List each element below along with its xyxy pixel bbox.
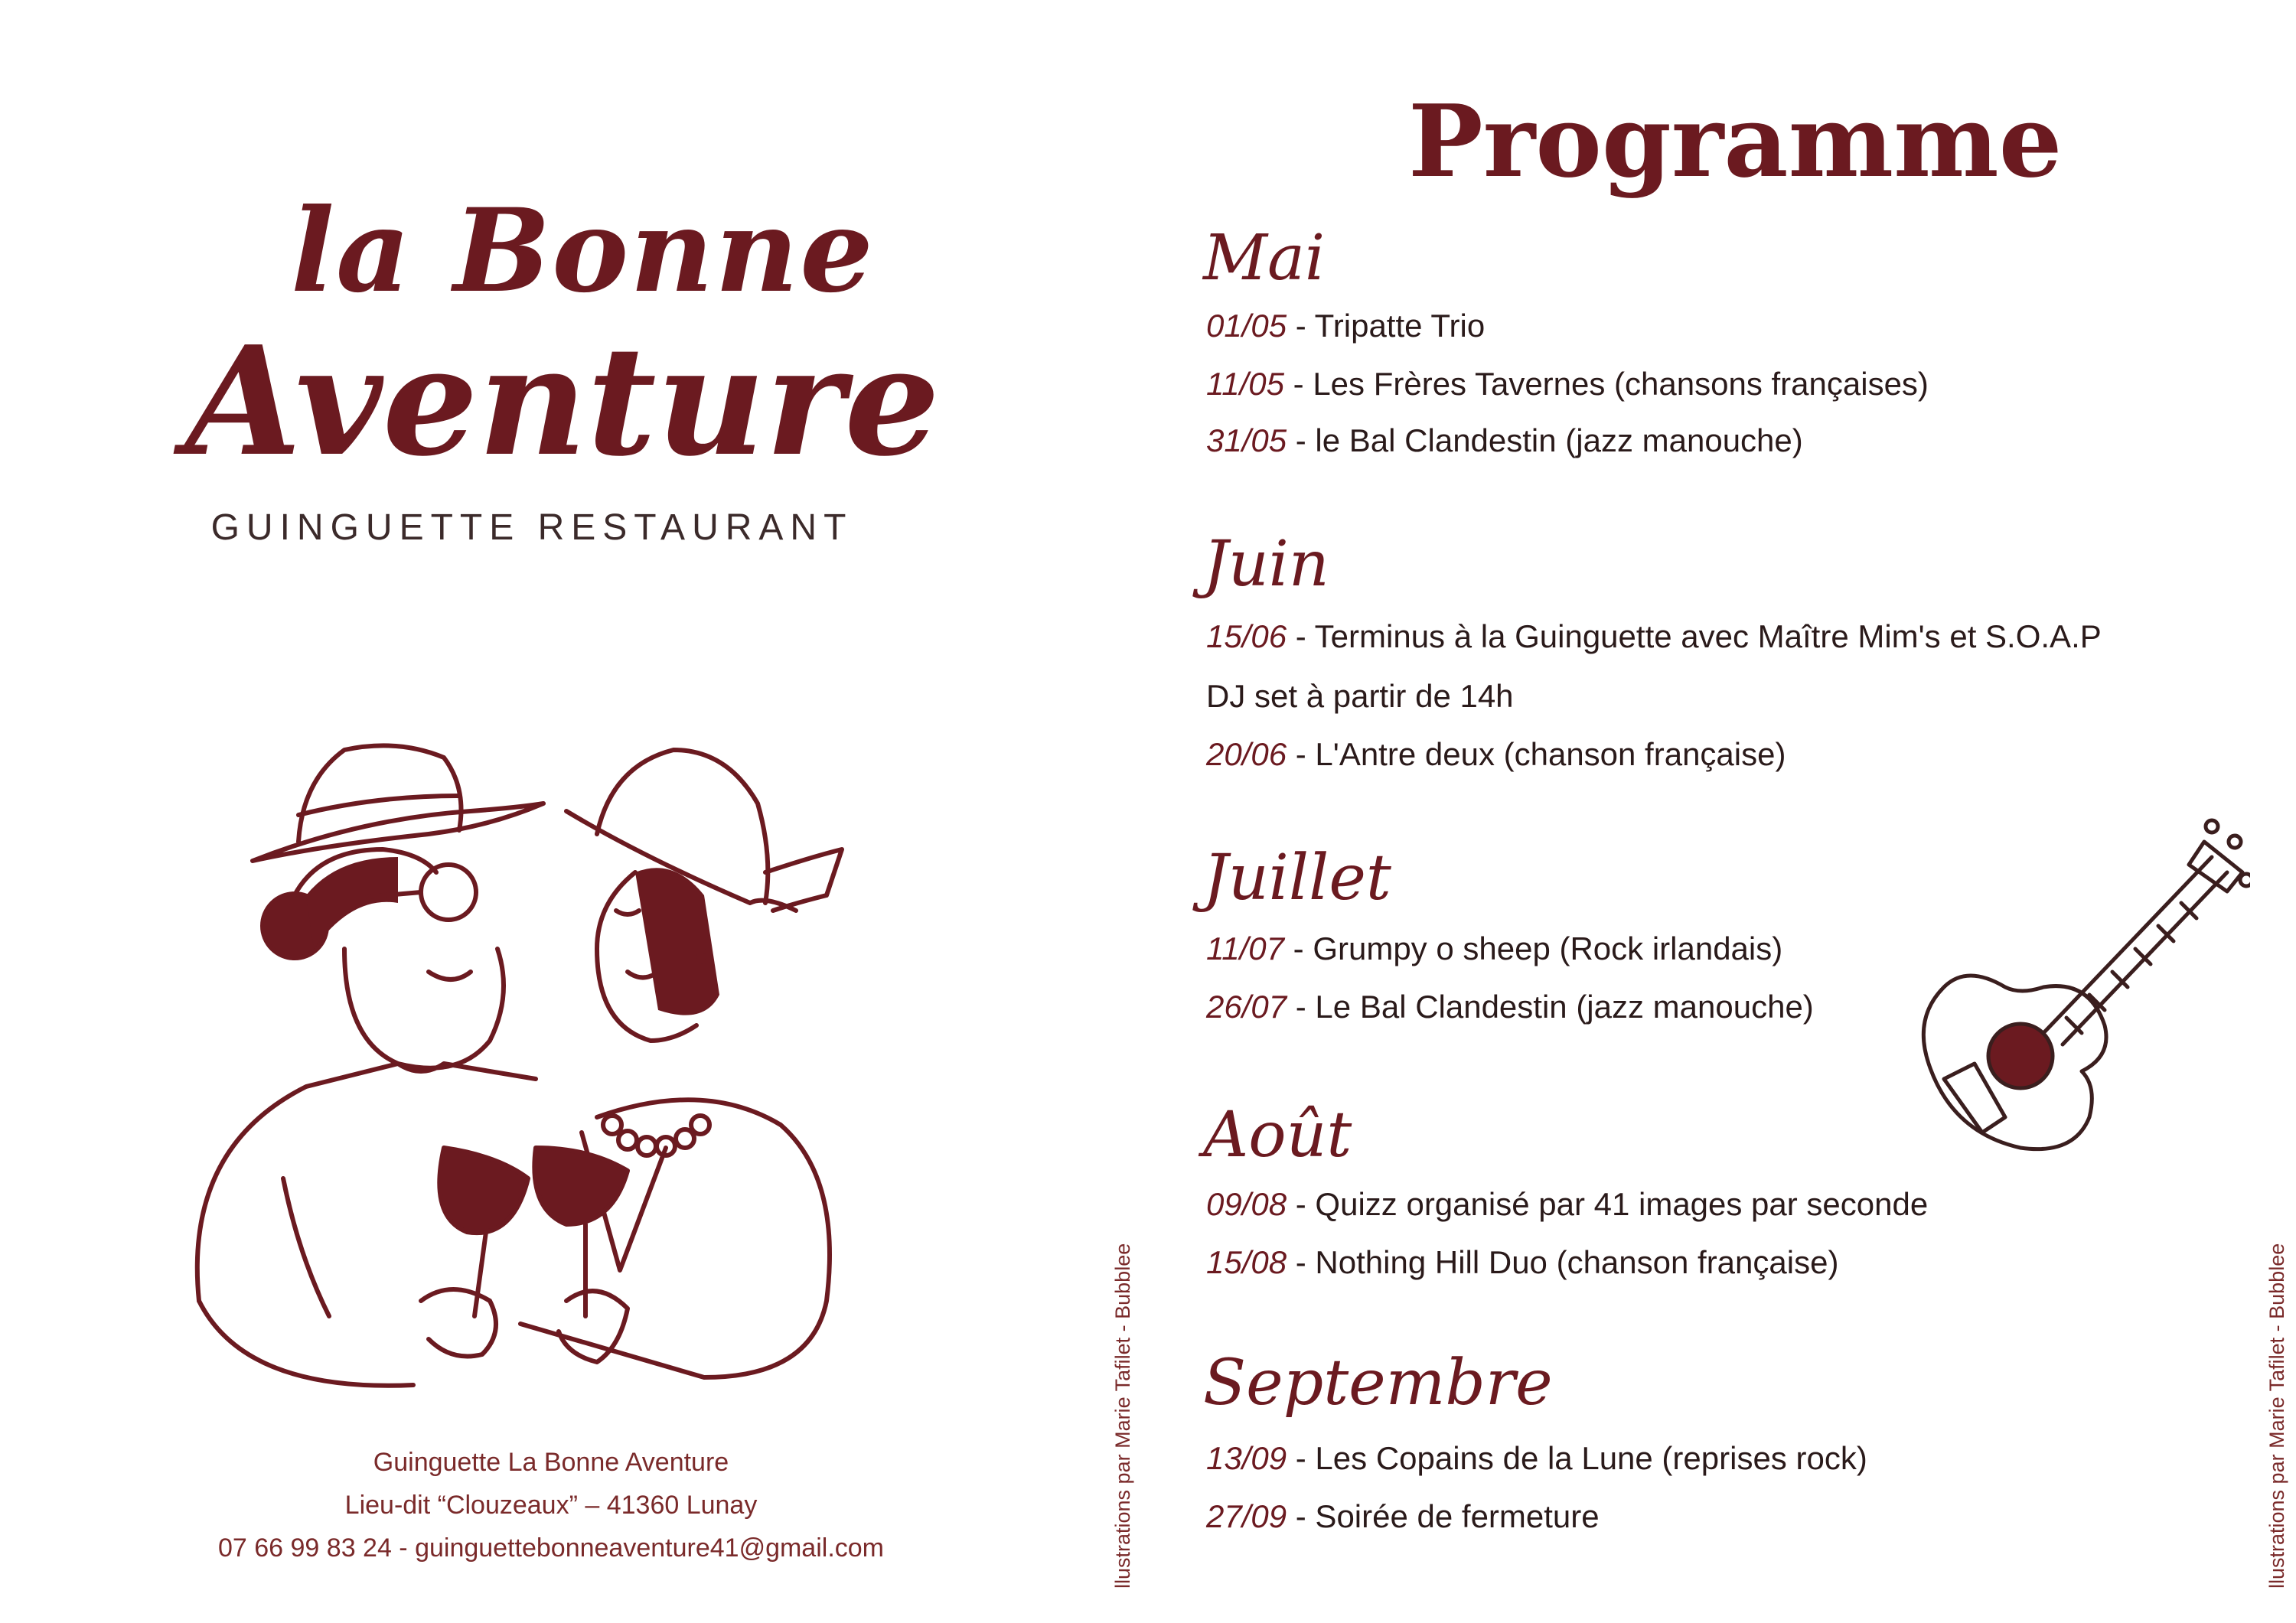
logo-title-line2: Aventure xyxy=(184,314,941,490)
event-item: 27/09 - Soirée de fermeture xyxy=(1206,1498,1600,1534)
month-heading-juillet: Juillet xyxy=(1203,842,1391,914)
event-item: 26/07 - Le Bal Clandestin (jazz manouche) xyxy=(1206,989,1814,1025)
month-heading-juin: Juin xyxy=(1203,528,1329,601)
month-heading-mai: Mai xyxy=(1203,222,1326,295)
event-item: 09/08 - Quizz organisé par 41 images par seconde xyxy=(1206,1186,1929,1222)
address-place: Lieu-dit “Clouzeaux” – 41360 Lunay xyxy=(344,1491,758,1520)
event-item: 01/05 - Tripatte Trio xyxy=(1206,308,1486,344)
month-heading-aout: Août xyxy=(1203,1099,1352,1172)
event-item: 31/05 - le Bal Clandestin (jazz manouche) xyxy=(1206,422,1803,458)
event-item: DJ set à partir de 14h xyxy=(1206,678,1514,714)
couple-toasting-illustration xyxy=(168,719,949,1408)
event-item: 15/08 - Nothing Hill Duo (chanson française) xyxy=(1206,1244,1839,1280)
event-item: 20/06 - L'Antre deux (chanson française) xyxy=(1206,736,1786,772)
event-item: 15/06 - Terminus à la Guinguette avec Maître Mim's et S.O.A.P xyxy=(1206,618,2102,654)
guitar-illustration xyxy=(1898,811,2250,1163)
logo-title-line1: la Bonne xyxy=(291,184,875,318)
event-item: 13/09 - Les Copains de la Lune (reprises rock) xyxy=(1206,1440,1867,1476)
address-name: Guinguette La Bonne Aventure xyxy=(373,1448,729,1477)
programme-title: Programme xyxy=(1408,83,2063,200)
address-contact: 07 66 99 83 24 - guinguettebonneaventure41@gmail.com xyxy=(217,1533,885,1563)
event-item: 11/07 - Grumpy o sheep (Rock irlandais) xyxy=(1206,930,1783,966)
illustration-credit-right: llustrations par Marie Tafilet - Bubblee xyxy=(2265,1243,2288,1589)
event-item: 11/05 - Les Frères Tavernes (chansons françaises) xyxy=(1206,366,1929,402)
illustration-credit-left: llustrations par Marie Tafilet - Bubblee xyxy=(1111,1243,1134,1589)
logo-subtitle: GUINGUETTE RESTAURANT xyxy=(210,507,853,548)
month-heading-septembre: Septembre xyxy=(1203,1347,1553,1419)
